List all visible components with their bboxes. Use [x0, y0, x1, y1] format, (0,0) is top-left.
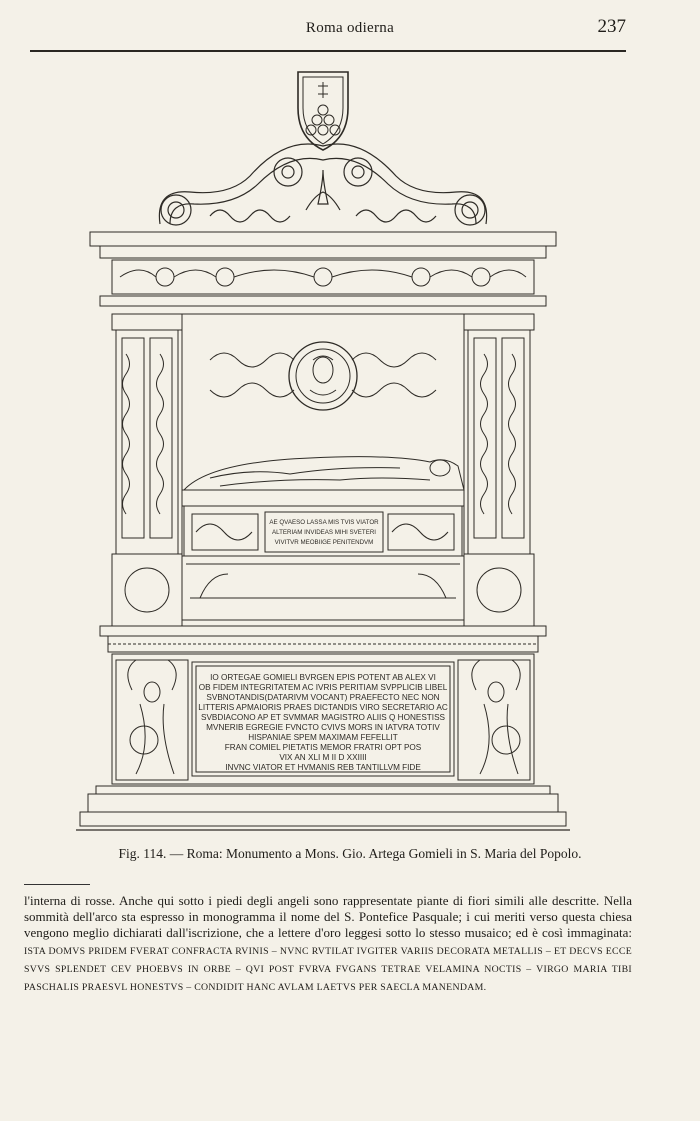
inscription-lower-line: SVBDIACONO AP ET SVMMAR MAGISTRO ALIIS Q HONESTISS — [200, 713, 446, 722]
figure-caption: Fig. 114. — Roma: Monumento a Mons. Gio. Artega Gomieli in S. Maria del Popolo. — [118, 846, 582, 861]
pediment-volutes — [159, 144, 486, 225]
frieze-cherubs — [120, 268, 526, 286]
inscription-lower-line: FRAN COMIEL PIETATIS MEMOR FRATRI OPT POS — [224, 743, 422, 752]
monument-engraving — [60, 64, 580, 834]
inscription-lower-line: LITTERIS APMAIORIS PRAES DICTANDIS VIRO SECRETARIO AC — [198, 703, 448, 712]
running-title: Roma odierna — [305, 20, 395, 36]
inscription-upper-line: VIVITVR MEOBIIGE PENITENDVM — [274, 539, 374, 546]
effigy — [182, 457, 464, 506]
inscription-lower-line: HISPANIAE SPEM MAXIMAM FEFELLIT — [248, 733, 398, 742]
body-paragraph — [24, 893, 632, 996]
inscription-upper-line: ALTERIAM INVIDEAS MIHI SVETERI — [271, 529, 377, 536]
crest-shield-icon — [298, 72, 348, 150]
page-number: 237 — [597, 16, 626, 37]
inscription-lower-line: MVNERIB EGREGIE FVNCTO CVIVS MORS IN IATVRA TOTIV — [206, 723, 440, 732]
body-text: l'interna di rosse. Anche qui sotto i piedi degli angeli sono rappresentate piante di fiori simili alle descritte. Nella sommità dell'arco sta espresso in monogramma il nome del S. Pontefice Pasquale; i cui meriti verso questa chiesa vengono meglio dichiarati dall'iscrizione, che a lettere d'oro leggesi sotto lo stesso musaico; ed è così immaginata: — [24, 893, 632, 941]
inscription-text: ISTA DOMVS PRIDEM FVERAT CONFRACTA RVINIS – NVNC RVTILAT IVGITER VARIIS DECORATA METALLIS – ET DECVS ECCE SVVS SPLENDET CEV PHOEBVS IN ORBE – QVI POST FVRVA FVGANS TETRAE VELAMINA NOCTIS – VIRGO MARIA TIBI PASCHALIS PRAESVL HONESTVS – CONDIDIT HANC AVLAM LAETVS PER SAECLA MANENDAM. — [24, 945, 632, 994]
running-head — [0, 16, 700, 46]
christ-medallion — [210, 342, 436, 410]
inscription-lower-line: IO ORTEGAE GOMIELI BVRGEN EPIS POTENT AB ALEX VI — [210, 673, 436, 682]
angel-relief-right — [458, 660, 530, 780]
left-pilaster — [112, 314, 182, 626]
inscription-lower-line: INVNC VIATOR ET HVMANIS REB TANTILLVM FIDE — [225, 763, 421, 772]
angel-relief-left — [116, 660, 188, 780]
inscription-upper-line: AE QVAESO LASSA MIS TVIS VIATOR — [269, 519, 379, 526]
inscription-lower-line: VIX AN XLI M II D XXIIII — [279, 753, 367, 762]
inscription-lower-line: OB FIDEM INTEGRITATEM AC IVRIS PERITIAM SVPPLICIB LIBEL — [198, 683, 448, 692]
footnote-rule — [24, 884, 90, 885]
header-rule — [30, 50, 626, 52]
right-pilaster — [464, 314, 534, 626]
inscription-lower-line: SVBNOTANDIS(DATARIVM VOCANT) PRAEFECTO NEC NON — [206, 693, 440, 702]
